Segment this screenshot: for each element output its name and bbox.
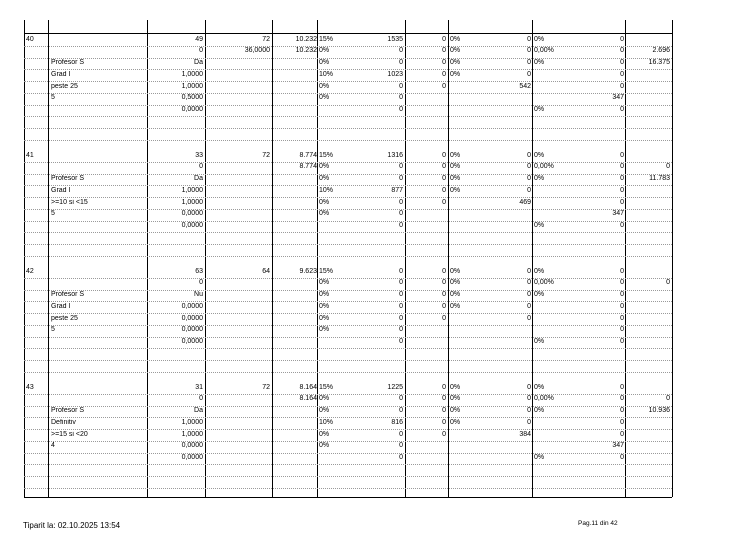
table-cell: 0 bbox=[620, 59, 624, 66]
column-border bbox=[205, 20, 206, 497]
table-cell: 0 bbox=[620, 454, 624, 461]
column-border bbox=[672, 20, 673, 497]
table-cell: 0 bbox=[399, 210, 403, 218]
table-cell: 0 bbox=[527, 59, 531, 66]
table-cell: 0 bbox=[442, 47, 446, 55]
table-cell: Da bbox=[194, 407, 203, 414]
row-separator bbox=[24, 488, 672, 489]
header-rule bbox=[24, 33, 672, 34]
table-cell: 0,00% bbox=[534, 47, 554, 55]
table-cell: 0% bbox=[319, 407, 330, 414]
table-cell: 0 bbox=[620, 151, 624, 159]
table-cell: 0 bbox=[527, 163, 531, 171]
row-label: peste 25 bbox=[51, 314, 78, 322]
column-border bbox=[625, 20, 626, 497]
row-label: Profesor S bbox=[51, 291, 85, 298]
table-cell: 0 bbox=[399, 198, 403, 206]
table-cell: 0,0000 bbox=[181, 442, 203, 450]
table-cell: 0 bbox=[442, 418, 446, 426]
table-cell: 0 bbox=[527, 267, 531, 275]
table-cell: 542 bbox=[519, 82, 531, 90]
table-cell: 0% bbox=[319, 430, 330, 438]
table-cell: 0 bbox=[442, 395, 446, 403]
table-cell: 0 bbox=[442, 186, 446, 194]
table-cell: 0 bbox=[620, 186, 624, 194]
table-cell: 0,0000 bbox=[181, 222, 203, 229]
column-border bbox=[24, 20, 25, 497]
table-cell: 0 bbox=[442, 151, 446, 159]
row-separator bbox=[24, 232, 672, 233]
table-cell: 0% bbox=[450, 407, 461, 414]
table-cell: 1316 bbox=[387, 151, 403, 159]
table-cell: 0% bbox=[450, 302, 461, 310]
row-label: Grad I bbox=[51, 70, 71, 78]
record-number: 43 bbox=[26, 383, 34, 391]
table-cell: Nu bbox=[194, 291, 203, 298]
table-cell: 0 bbox=[399, 82, 403, 90]
table-cell: 0 bbox=[399, 442, 403, 450]
table-cell: 31 bbox=[195, 383, 203, 391]
table-cell: 0% bbox=[534, 35, 545, 43]
table-cell: 72 bbox=[262, 383, 270, 391]
table-cell: 72 bbox=[262, 151, 270, 159]
table-cell: 0 bbox=[442, 383, 446, 391]
table-cell: 10% bbox=[319, 418, 334, 426]
column-border bbox=[532, 20, 533, 497]
table-cell: 0 bbox=[442, 279, 446, 287]
table-cell: 0,0000 bbox=[181, 106, 203, 113]
table-cell: 10.232 bbox=[295, 35, 317, 43]
table-cell: 0 bbox=[399, 47, 403, 55]
table-cell: 384 bbox=[519, 430, 531, 438]
table-cell: 0 bbox=[442, 314, 446, 322]
row-label: 4 bbox=[51, 442, 55, 450]
table-cell: 0% bbox=[534, 59, 545, 66]
table-cell: 0,0000 bbox=[181, 302, 203, 310]
table-cell: 0 bbox=[527, 35, 531, 43]
column-border bbox=[48, 20, 49, 497]
table-cell: 347 bbox=[612, 210, 624, 218]
table-cell: 2.696 bbox=[652, 47, 670, 55]
row-separator bbox=[24, 244, 672, 245]
row-separator bbox=[24, 360, 672, 361]
table-cell: 0 bbox=[399, 222, 403, 229]
table-cell: 0 bbox=[620, 267, 624, 275]
row-separator bbox=[24, 476, 672, 477]
table-cell: 0 bbox=[442, 35, 446, 43]
table-cell: 0 bbox=[666, 279, 670, 287]
table-cell: 0 bbox=[199, 279, 203, 287]
table-cell: 33 bbox=[195, 151, 203, 159]
table-bottom-rule bbox=[24, 497, 672, 498]
record-number: 40 bbox=[26, 35, 34, 43]
table-cell: 0 bbox=[527, 175, 531, 182]
table-cell: 11.783 bbox=[649, 175, 670, 182]
table-cell: 1,0000 bbox=[181, 82, 203, 90]
table-cell: 0 bbox=[620, 395, 624, 403]
table-cell: 1023 bbox=[387, 70, 403, 78]
table-cell: 0 bbox=[527, 383, 531, 391]
table-cell: 1,0000 bbox=[181, 430, 203, 438]
column-border bbox=[448, 20, 449, 497]
row-label: Definitiv bbox=[51, 418, 76, 426]
table-cell: 0 bbox=[399, 326, 403, 334]
table-cell: 1,0000 bbox=[181, 198, 203, 206]
table-cell: 0 bbox=[442, 407, 446, 414]
table-cell: 0,0000 bbox=[181, 314, 203, 322]
table-cell: 0 bbox=[442, 70, 446, 78]
table-cell: 0% bbox=[534, 407, 545, 414]
table-cell: 0 bbox=[620, 302, 624, 310]
table-cell: 0,0000 bbox=[181, 326, 203, 334]
table-cell: 0% bbox=[319, 395, 330, 403]
table-cell: 0,0000 bbox=[181, 454, 203, 461]
table-cell: 0 bbox=[399, 163, 403, 171]
page-number: Pag.11 din 42 bbox=[578, 520, 618, 527]
table-cell: 0% bbox=[319, 198, 330, 206]
table-cell: 10.232 bbox=[295, 47, 317, 55]
table-cell: 36,0000 bbox=[244, 47, 270, 55]
table-cell: 0% bbox=[319, 291, 330, 298]
table-cell: 0 bbox=[399, 407, 403, 414]
table-cell: 0,00% bbox=[534, 163, 554, 171]
table-cell: 0,00% bbox=[534, 279, 554, 287]
table-cell: 0% bbox=[450, 186, 461, 194]
row-label: >=15 si <20 bbox=[51, 430, 88, 438]
table-cell: 0% bbox=[319, 314, 330, 322]
table-cell: 0,0000 bbox=[181, 210, 203, 218]
table-cell: 0% bbox=[319, 59, 330, 66]
table-cell: 49 bbox=[195, 35, 203, 43]
table-cell: 0% bbox=[450, 291, 461, 298]
table-cell: 0% bbox=[319, 163, 330, 171]
table-cell: 0 bbox=[199, 47, 203, 55]
record-number: 42 bbox=[26, 267, 34, 275]
table-cell: 72 bbox=[262, 35, 270, 43]
table-cell: 8.164 bbox=[299, 395, 317, 403]
table-cell: 0 bbox=[399, 175, 403, 182]
table-cell: 0 bbox=[399, 94, 403, 102]
table-cell: 1535 bbox=[387, 35, 403, 43]
table-cell: 0 bbox=[620, 279, 624, 287]
table-cell: 0 bbox=[620, 326, 624, 334]
table-cell: 0 bbox=[399, 338, 403, 345]
table-cell: 0% bbox=[319, 94, 330, 102]
table-cell: 0 bbox=[442, 302, 446, 310]
table-cell: 8.774 bbox=[299, 163, 317, 171]
table-cell: Da bbox=[194, 59, 203, 66]
table-cell: 0 bbox=[399, 314, 403, 322]
table-cell: 0 bbox=[620, 222, 624, 229]
table-cell: 0% bbox=[319, 175, 330, 182]
table-cell: 0 bbox=[620, 70, 624, 78]
row-label: >=10 si <15 bbox=[51, 198, 88, 206]
row-label: 5 bbox=[51, 210, 55, 218]
table-cell: 0 bbox=[527, 395, 531, 403]
table-cell: 0% bbox=[319, 442, 330, 450]
column-border bbox=[317, 20, 318, 497]
table-cell: 1,0000 bbox=[181, 186, 203, 194]
table-cell: 0 bbox=[527, 47, 531, 55]
table-cell: 0 bbox=[527, 291, 531, 298]
table-cell: 0,0000 bbox=[181, 338, 203, 345]
table-cell: 0 bbox=[620, 35, 624, 43]
row-label: Grad I bbox=[51, 302, 71, 310]
table-cell: 0% bbox=[319, 82, 330, 90]
table-cell: 9.623 bbox=[299, 267, 317, 275]
print-timestamp: Tiparit la: 02.10.2025 13:54 bbox=[23, 521, 121, 530]
table-cell: 0 bbox=[620, 314, 624, 322]
table-cell: 0% bbox=[450, 151, 461, 159]
table-cell: 0 bbox=[399, 59, 403, 66]
row-label: 5 bbox=[51, 326, 55, 334]
table-cell: 0 bbox=[399, 291, 403, 298]
table-cell: 0 bbox=[620, 47, 624, 55]
table-cell: 16.375 bbox=[648, 59, 670, 66]
table-cell: 1,0000 bbox=[181, 70, 203, 78]
table-cell: 0 bbox=[442, 59, 446, 66]
table-cell: 0% bbox=[450, 418, 461, 426]
table-cell: 0 bbox=[620, 430, 624, 438]
row-label: Grad I bbox=[51, 186, 71, 194]
table-cell: 347 bbox=[612, 442, 624, 450]
table-cell: 0 bbox=[620, 383, 624, 391]
table-cell: 0 bbox=[399, 279, 403, 287]
table-cell: 0 bbox=[620, 163, 624, 171]
table-cell: 0 bbox=[620, 338, 624, 345]
table-cell: 63 bbox=[195, 267, 203, 275]
table-cell: 0% bbox=[534, 454, 545, 461]
table-cell: 0% bbox=[450, 383, 461, 391]
table-cell: 1225 bbox=[387, 383, 403, 391]
table-cell: 0 bbox=[399, 395, 403, 403]
table-cell: 0% bbox=[450, 267, 461, 275]
table-cell: 0% bbox=[450, 163, 461, 171]
table-cell: 469 bbox=[519, 198, 531, 206]
table-cell: 0 bbox=[442, 291, 446, 298]
row-label: Profesor S bbox=[51, 175, 85, 182]
table-cell: 8.774 bbox=[299, 151, 317, 159]
table-cell: 0 bbox=[527, 418, 531, 426]
table-cell: 0 bbox=[399, 430, 403, 438]
table-cell: 0% bbox=[534, 106, 545, 113]
table-cell: 0% bbox=[319, 302, 330, 310]
row-separator bbox=[24, 128, 672, 129]
row-label: peste 25 bbox=[51, 82, 78, 90]
table-cell: 0 bbox=[620, 82, 624, 90]
table-cell: 0% bbox=[319, 210, 330, 218]
row-label: Profesor S bbox=[51, 59, 85, 66]
row-separator bbox=[24, 140, 672, 141]
table-cell: 0% bbox=[534, 338, 545, 345]
table-cell: 0,5000 bbox=[181, 94, 203, 102]
table-cell: 0 bbox=[199, 163, 203, 171]
row-separator bbox=[24, 464, 672, 465]
table-cell: 0% bbox=[534, 151, 545, 159]
table-cell: 0 bbox=[527, 151, 531, 159]
table-cell: 0 bbox=[199, 395, 203, 403]
table-cell: 0 bbox=[442, 82, 446, 90]
table-cell: 347 bbox=[612, 94, 624, 102]
table-cell: 0% bbox=[319, 279, 330, 287]
table-cell: 0 bbox=[442, 163, 446, 171]
table-cell: 10% bbox=[319, 70, 334, 78]
table-cell: 0 bbox=[620, 198, 624, 206]
table-cell: 0% bbox=[534, 267, 545, 275]
table-cell: 0% bbox=[450, 47, 461, 55]
table-cell: 0 bbox=[620, 418, 624, 426]
table-cell: 0 bbox=[620, 291, 624, 298]
table-cell: 0% bbox=[450, 279, 461, 287]
table-cell: 0% bbox=[534, 383, 545, 391]
table-cell: 816 bbox=[391, 418, 403, 426]
table-cell: 0 bbox=[442, 430, 446, 438]
table-cell: 0% bbox=[450, 35, 461, 43]
table-cell: 15% bbox=[319, 267, 334, 275]
table-cell: 0 bbox=[527, 186, 531, 194]
table-cell: 0% bbox=[534, 222, 545, 229]
table-cell: 0 bbox=[527, 279, 531, 287]
table-cell: 0 bbox=[442, 198, 446, 206]
table-cell: 0 bbox=[666, 395, 670, 403]
table-cell: 0% bbox=[319, 326, 330, 334]
table-cell: 10.936 bbox=[648, 407, 670, 414]
table-cell: 0% bbox=[534, 291, 545, 298]
table-cell: 0% bbox=[534, 175, 545, 182]
row-separator bbox=[24, 256, 672, 257]
table-cell: 8.164 bbox=[299, 383, 317, 391]
table-cell: 0 bbox=[442, 175, 446, 182]
table-cell: Da bbox=[194, 175, 203, 182]
table-cell: 10% bbox=[319, 186, 334, 194]
table-cell: 64 bbox=[262, 267, 270, 275]
table-cell: 877 bbox=[391, 186, 403, 194]
table-cell: 0 bbox=[666, 163, 670, 171]
table-cell: 0 bbox=[527, 70, 531, 78]
column-border bbox=[272, 20, 273, 497]
table-cell: 0 bbox=[399, 302, 403, 310]
table-cell: 0 bbox=[527, 407, 531, 414]
table-cell: 0 bbox=[399, 267, 403, 275]
table-cell: 0 bbox=[442, 267, 446, 275]
table-cell: 0 bbox=[399, 454, 403, 461]
table-cell: 15% bbox=[319, 383, 334, 391]
table-cell: 0% bbox=[319, 47, 330, 55]
row-separator bbox=[24, 372, 672, 373]
table-cell: 15% bbox=[319, 35, 334, 43]
row-separator bbox=[24, 348, 672, 349]
table-cell: 0 bbox=[620, 106, 624, 113]
table-cell: 0% bbox=[450, 59, 461, 66]
table-cell: 0% bbox=[450, 395, 461, 403]
table-cell: 0,00% bbox=[534, 395, 554, 403]
table-cell: 0 bbox=[620, 175, 624, 182]
row-label: Profesor S bbox=[51, 407, 85, 414]
table-cell: 0 bbox=[527, 314, 531, 322]
record-number: 41 bbox=[26, 151, 34, 159]
table-cell: 0% bbox=[450, 175, 461, 182]
table-cell: 0 bbox=[399, 106, 403, 113]
table-cell: 15% bbox=[319, 151, 334, 159]
table-cell: 0 bbox=[527, 302, 531, 310]
table-cell: 0 bbox=[620, 407, 624, 414]
table-cell: 0% bbox=[450, 70, 461, 78]
row-label: 5 bbox=[51, 94, 55, 102]
table-cell: 1,0000 bbox=[181, 418, 203, 426]
row-separator bbox=[24, 116, 672, 117]
